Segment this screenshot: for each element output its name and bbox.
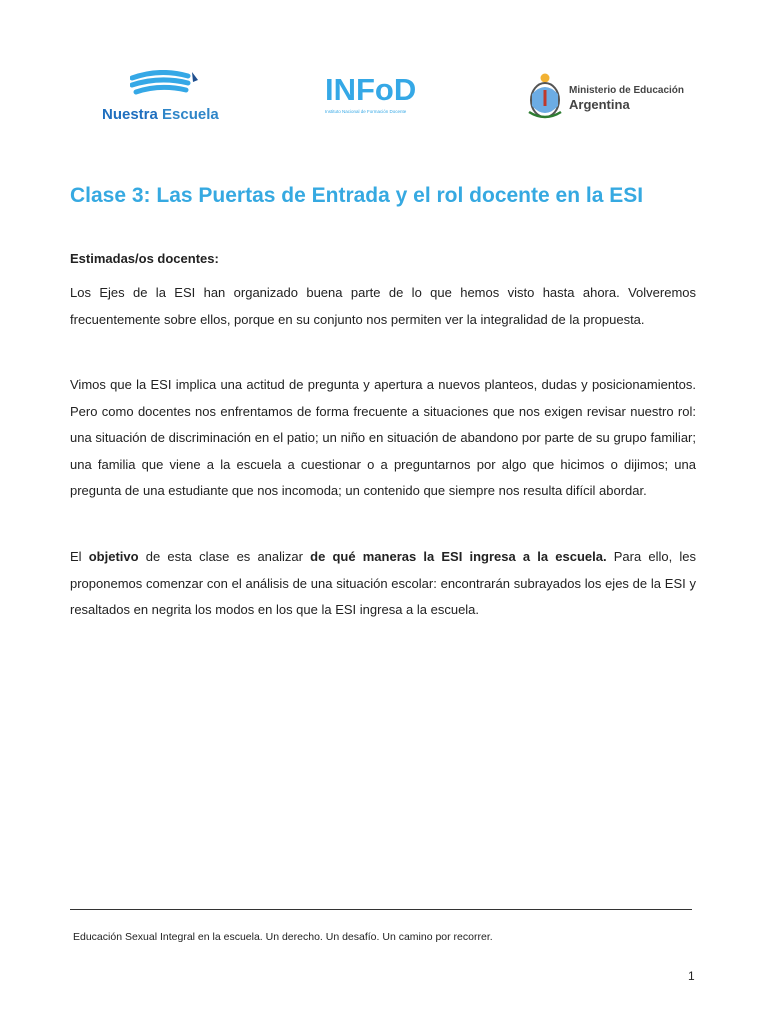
paragraph-3-bold-maneras: de qué maneras la ESI ingresa a la escuela.: [310, 549, 607, 564]
paragraph-3-part-3: Para ello, les proponemos comenzar con el análisis de una situación escolar: encontrarán subrayados los ejes de la ESI y resaltados en negrita los modos en los que la ESI ingresa a la escuela.: [70, 549, 696, 617]
paragraph-3-part-1: El: [70, 549, 89, 564]
ministerio-logo: [528, 72, 688, 122]
footer-text: Educación Sexual Integral en la escuela. Un derecho. Un desafío. Un camino por recorrer.: [73, 931, 493, 943]
infod-subtitle: Instituto Nacional de Formación Docente: [325, 109, 407, 114]
ministerio-line2: Argentina: [569, 97, 630, 112]
footer-divider: [70, 909, 692, 910]
page-number: 1: [688, 969, 695, 983]
paragraph-3-bold-objetivo: objetivo: [88, 549, 139, 564]
paragraph-1: Los Ejes de la ESI han organizado buena parte de lo que hemos visto hasta ahora. Volveremos frecuentemente sobre ellos, porque en su conjunto nos permiten ver la integralidad de la propuesta.: [70, 285, 696, 327]
page-title: Clase 3: Las Puertas de Entrada y el rol docente en la ESI: [70, 184, 644, 207]
header-logos: [0, 62, 768, 132]
paragraph-3-part-2: de esta clase es analizar: [138, 549, 311, 564]
infod-logo: [325, 74, 435, 124]
infod-wordmark: INFoD: [325, 72, 417, 107]
greeting: Estimadas/os docentes:: [70, 251, 219, 266]
escuela-word: Escuela: [162, 106, 219, 123]
nuestra-escuela-wordmark: [102, 106, 219, 123]
ministerio-line1: Ministerio de Educación: [569, 85, 685, 96]
nuestra-escuela-arcs-icon: [130, 70, 200, 96]
nuestra-word: Nuestra: [102, 106, 158, 123]
national-seal-icon: [528, 72, 562, 120]
paragraph-2: Vimos que la ESI implica una actitud de pregunta y apertura a nuevos planteos, dudas y posicionamientos. Pero como docentes nos enfrentamos de forma frecuente a situaciones que nos exigen revisar nuestro rol: una situación de discriminación en el patio; un niño en situación de abandono por parte de su grupo familiar; una familia que viene a la escuela a cuestionar o a preguntarnos por algo que hicimos o dijimos; una pregunta de una estudiante que nos incomoda; un contenido que siempre nos resulta difícil abordar.: [70, 377, 696, 498]
nuestra-escuela-logo: [100, 70, 235, 130]
paragraph-3: [70, 544, 696, 624]
